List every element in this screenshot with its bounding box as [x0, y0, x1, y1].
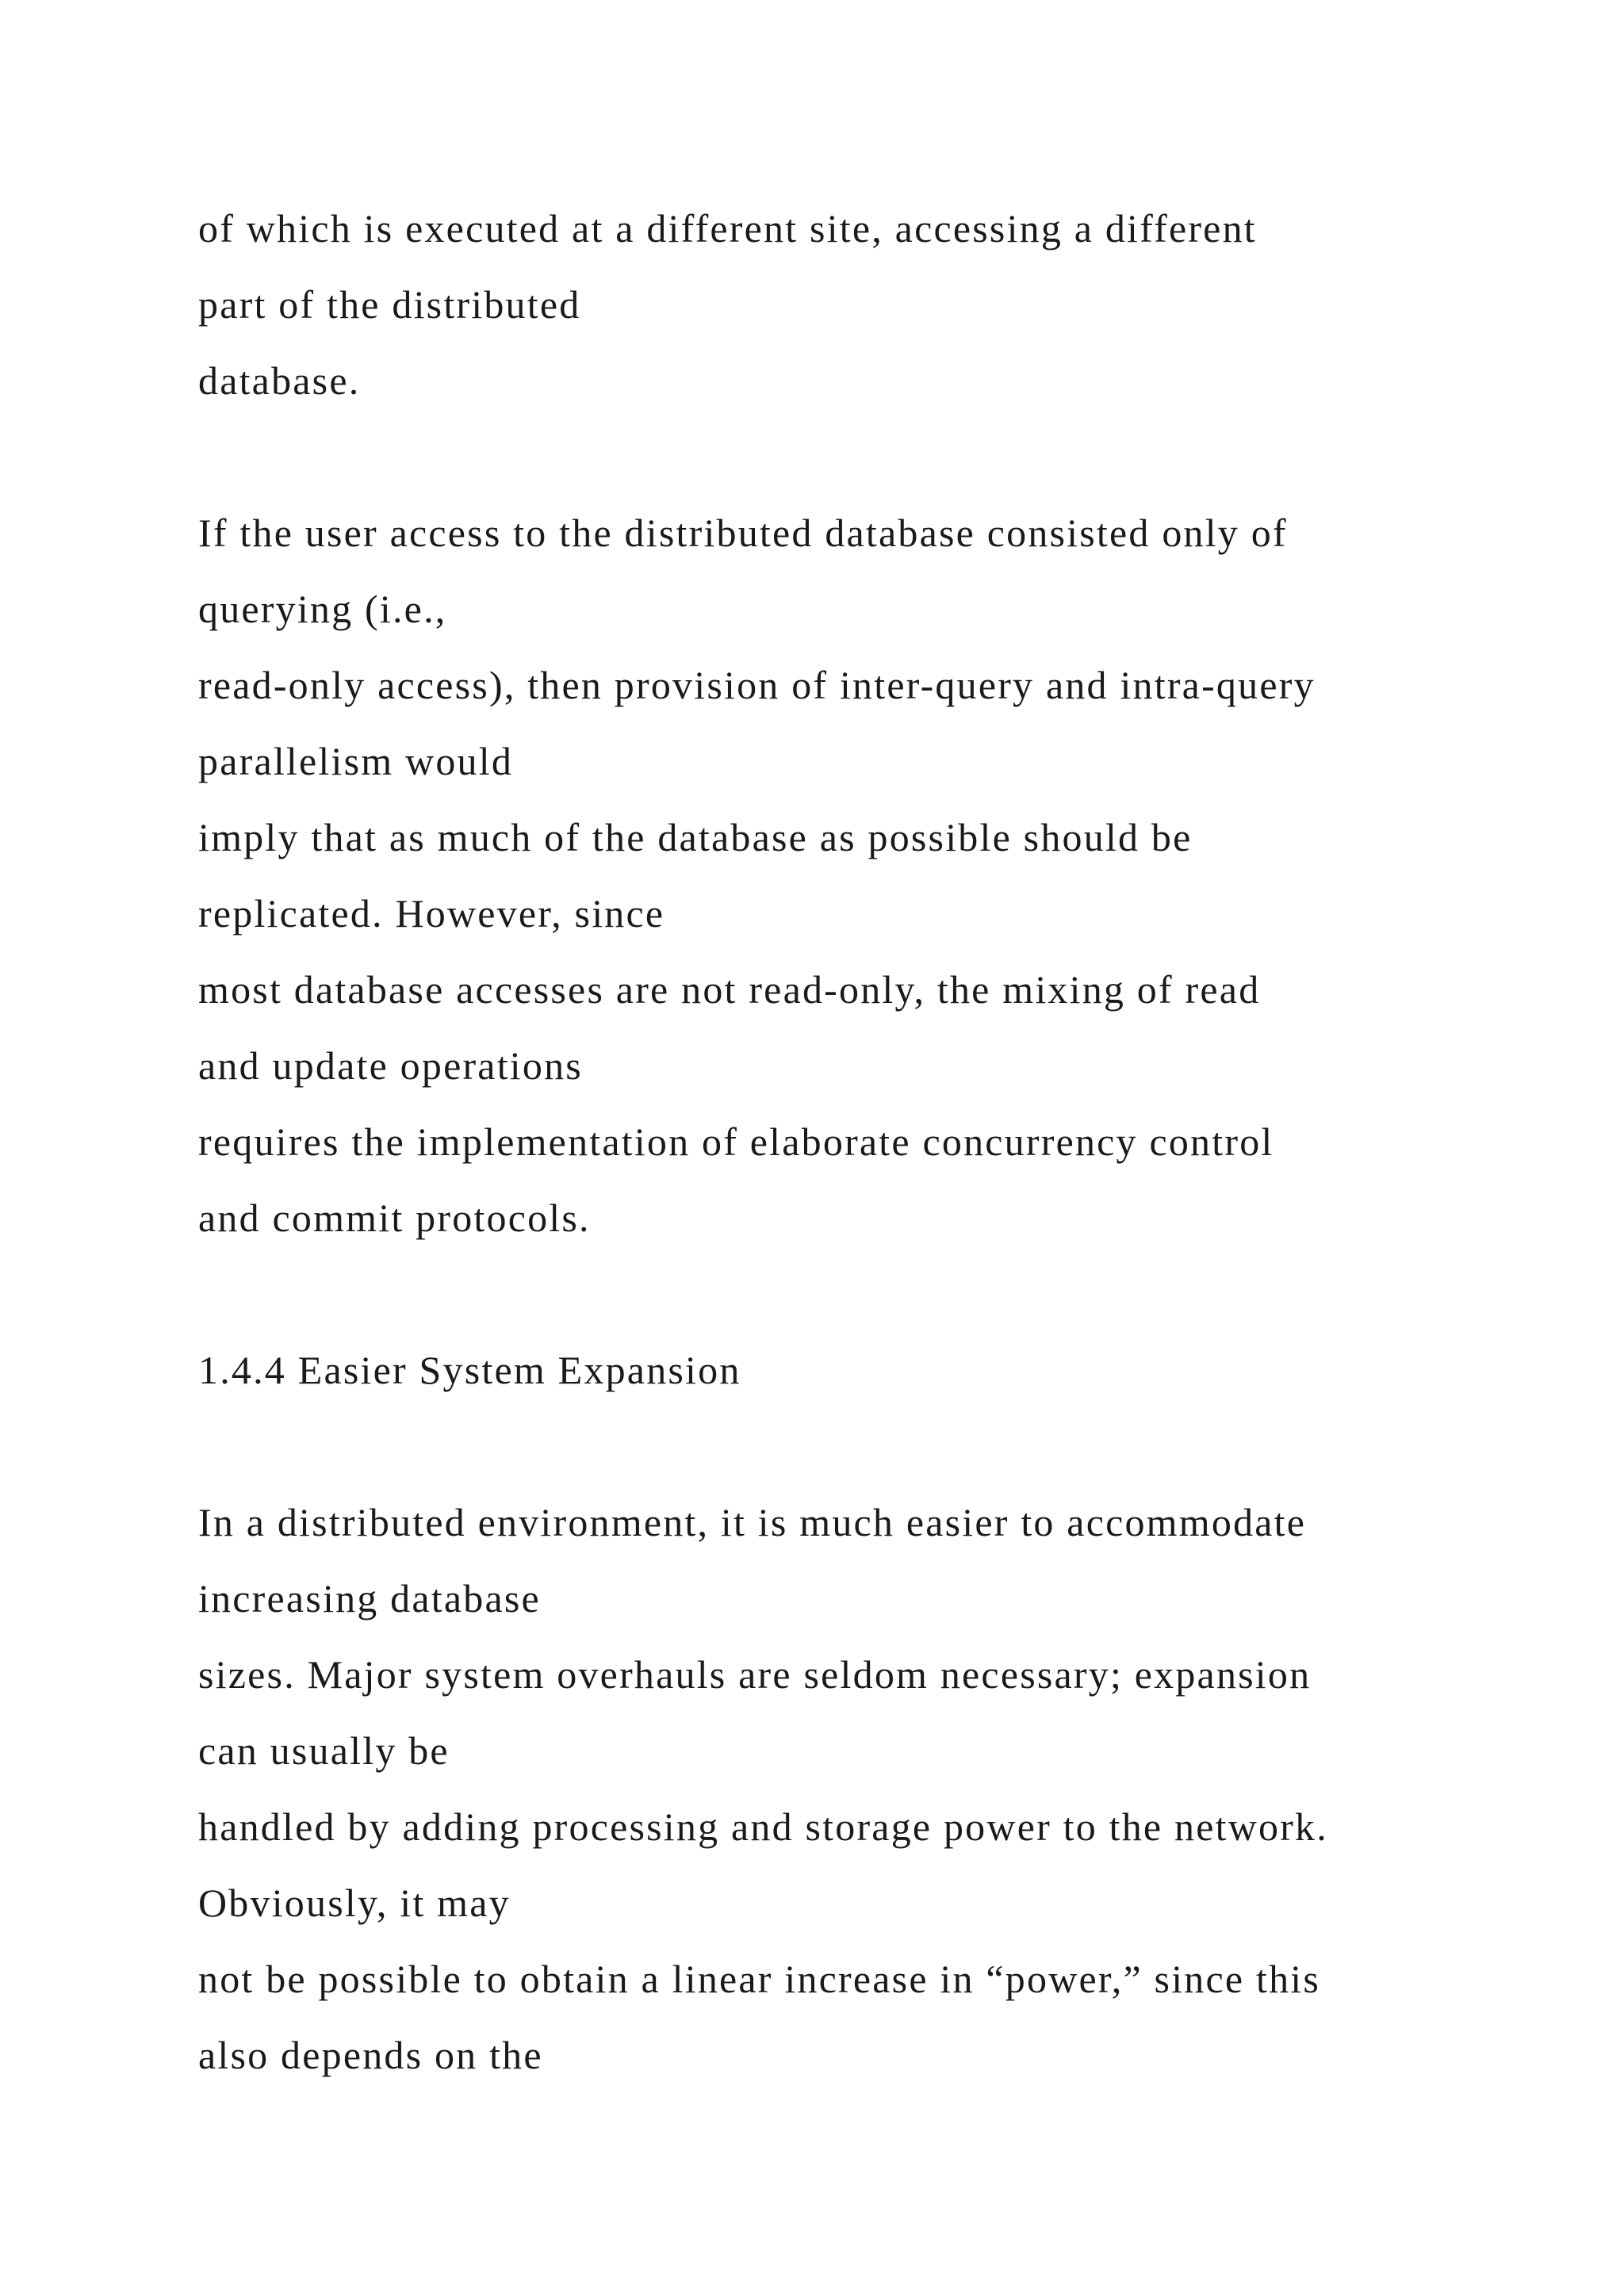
text-line: handled by adding processing and storage power to the network.	[198, 1804, 1328, 1849]
paragraph-gap	[198, 419, 1546, 495]
section-heading	[198, 1332, 1546, 1408]
text-line: In a distributed environment, it is much easier to accommodate	[198, 1500, 1307, 1544]
text-line: and commit protocols.	[198, 1196, 591, 1240]
text-line: parallelism would	[198, 739, 514, 783]
paragraph-2	[198, 495, 1546, 1256]
text-line: of which is executed at a different site, accessing a different	[198, 206, 1257, 251]
text-line: and update operations	[198, 1043, 583, 1088]
text-line: database.	[198, 358, 361, 403]
text-line: not be possible to obtain a linear increase in “power,” since this	[198, 1957, 1321, 2001]
text-line: querying (i.e.,	[198, 587, 447, 631]
text-line: imply that as much of the database as possible should be	[198, 815, 1193, 859]
paragraph-3	[198, 1484, 1546, 2093]
text-line: read-only access), then provision of inter-query and intra-query	[198, 663, 1316, 707]
text-line: requires the implementation of elaborate concurrency control	[198, 1119, 1274, 1164]
paragraph-1	[198, 190, 1546, 419]
text-line: increasing database	[198, 1576, 541, 1621]
text-line: also depends on the	[198, 2033, 543, 2077]
text-line: can usually be	[198, 1728, 450, 1773]
text-line: sizes. Major system overhauls are seldom necessary; expansion	[198, 1652, 1312, 1697]
text-line: part of the distributed	[198, 282, 581, 327]
section-heading-text: 1.4.4 Easier System Expansion	[198, 1348, 741, 1392]
text-line: If the user access to the distributed database consisted only of	[198, 511, 1288, 555]
text-line: Obviously, it may	[198, 1881, 511, 1925]
document-body	[198, 190, 1546, 2093]
text-line: replicated. However, since	[198, 891, 665, 936]
text-line: most database accesses are not read-only, the mixing of read	[198, 967, 1261, 1012]
paragraph-gap	[198, 1408, 1546, 1484]
paragraph-gap	[198, 1256, 1546, 1332]
